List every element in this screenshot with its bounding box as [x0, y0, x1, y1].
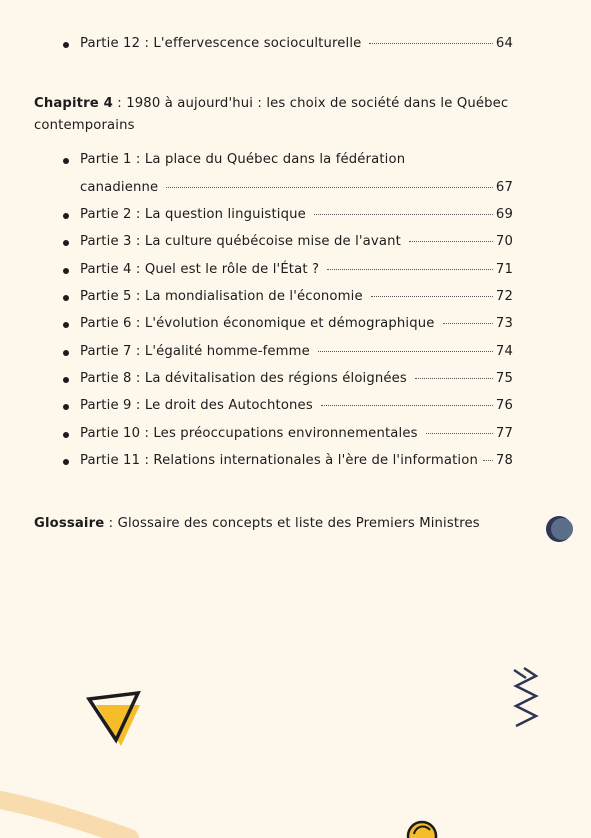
toc-item-page: 71: [495, 262, 513, 277]
toc-item[interactable]: [80, 452, 513, 470]
toc-item[interactable]: [80, 397, 513, 415]
bullet-icon: [63, 322, 69, 328]
toc-item-label: canadienne: [80, 180, 159, 195]
toc-item[interactable]: [80, 206, 513, 224]
toc-item-page: 75: [495, 371, 513, 386]
bullet-icon: [63, 377, 69, 383]
bullet-icon: [63, 432, 69, 438]
bullet-icon: [63, 459, 69, 465]
toc-item-page: 70: [495, 234, 513, 249]
glossary-title: Glossaire: [34, 516, 105, 531]
dot-leader: [314, 213, 493, 215]
toc-item[interactable]: [80, 425, 513, 443]
toc-item-label: Partie 8 : La dévitalisation des régions éloignées: [80, 371, 407, 386]
toc-item[interactable]: [80, 315, 513, 333]
toc-item-page: 76: [495, 398, 513, 413]
toc-item[interactable]: [80, 370, 513, 388]
dot-leader: [327, 268, 493, 270]
toc-item[interactable]: [80, 152, 513, 197]
toc-item-page: 64: [495, 36, 513, 51]
bullet-icon: [63, 158, 69, 164]
toc-item-page: 67: [495, 180, 513, 195]
toc-item-label: Partie 11 : Relations internationales à l'ère de l'information: [80, 453, 478, 468]
toc-item-label: Partie 10 : Les préoccupations environnementales: [80, 426, 418, 441]
chapter-title: Chapitre 4: [34, 96, 113, 111]
dot-leader: [443, 322, 493, 324]
dot-leader: [321, 404, 493, 406]
toc-item-label: Partie 3 : La culture québécoise mise de l'avant: [80, 234, 401, 249]
toc-item-page: 74: [495, 344, 513, 359]
bullet-icon: [63, 350, 69, 356]
toc-item-label-line1: Partie 1 : La place du Québec dans la fédération: [80, 152, 406, 167]
toc-item[interactable]: [80, 233, 513, 251]
bullet-icon: [63, 42, 69, 48]
toc-item[interactable]: [80, 261, 513, 279]
toc-item[interactable]: [80, 35, 513, 53]
dot-leader: [318, 350, 493, 352]
glossary-line[interactable]: [34, 513, 534, 535]
dot-leader: [415, 377, 493, 379]
toc-item-page: 72: [495, 289, 513, 304]
bullet-icon: [63, 295, 69, 301]
toc-item-page: 78: [495, 453, 513, 468]
dot-leader: [369, 42, 492, 44]
dot-leader: [426, 432, 493, 434]
toc-item-page: 77: [495, 426, 513, 441]
toc-item-label: Partie 6 : L'évolution économique et démographique: [80, 316, 435, 331]
triangle-icon: [84, 688, 148, 752]
dot-leader: [166, 186, 493, 188]
toc-item-label: Partie 9 : Le droit des Autochtones: [80, 398, 313, 413]
toc-item-page: 73: [495, 316, 513, 331]
toc-item-label: Partie 7 : L'égalité homme-femme: [80, 344, 310, 359]
toc-item[interactable]: [80, 343, 513, 361]
toc-item-label: Partie 2 : La question linguistique: [80, 207, 306, 222]
zigzag-icon: [510, 666, 544, 732]
dot-leader: [409, 240, 493, 242]
dot-leader: [371, 295, 493, 297]
toc-item-label: Partie 4 : Quel est le rôle de l'État ?: [80, 262, 320, 277]
bullet-icon: [63, 240, 69, 246]
toc-item-label: Partie 5 : La mondialisation de l'économie: [80, 289, 363, 304]
dot-leader: [483, 459, 493, 461]
bullet-icon: [63, 213, 69, 219]
wave-curve-icon: [0, 790, 140, 838]
bullet-icon: [63, 268, 69, 274]
chapter-subtitle: : 1980 à aujourd'hui : les choix de société dans le Québec contemporains: [34, 96, 509, 133]
moon-icon: [543, 514, 577, 544]
toc-item-page: 69: [495, 207, 513, 222]
half-circle-icon: [402, 816, 442, 838]
toc-item-label: Partie 12 : L'effervescence socioculturelle: [80, 36, 362, 51]
glossary-text: : Glossaire des concepts et liste des Premiers Ministres: [104, 516, 480, 531]
toc-item[interactable]: [80, 288, 513, 306]
bullet-icon: [63, 404, 69, 410]
chapter-heading: [34, 93, 534, 137]
